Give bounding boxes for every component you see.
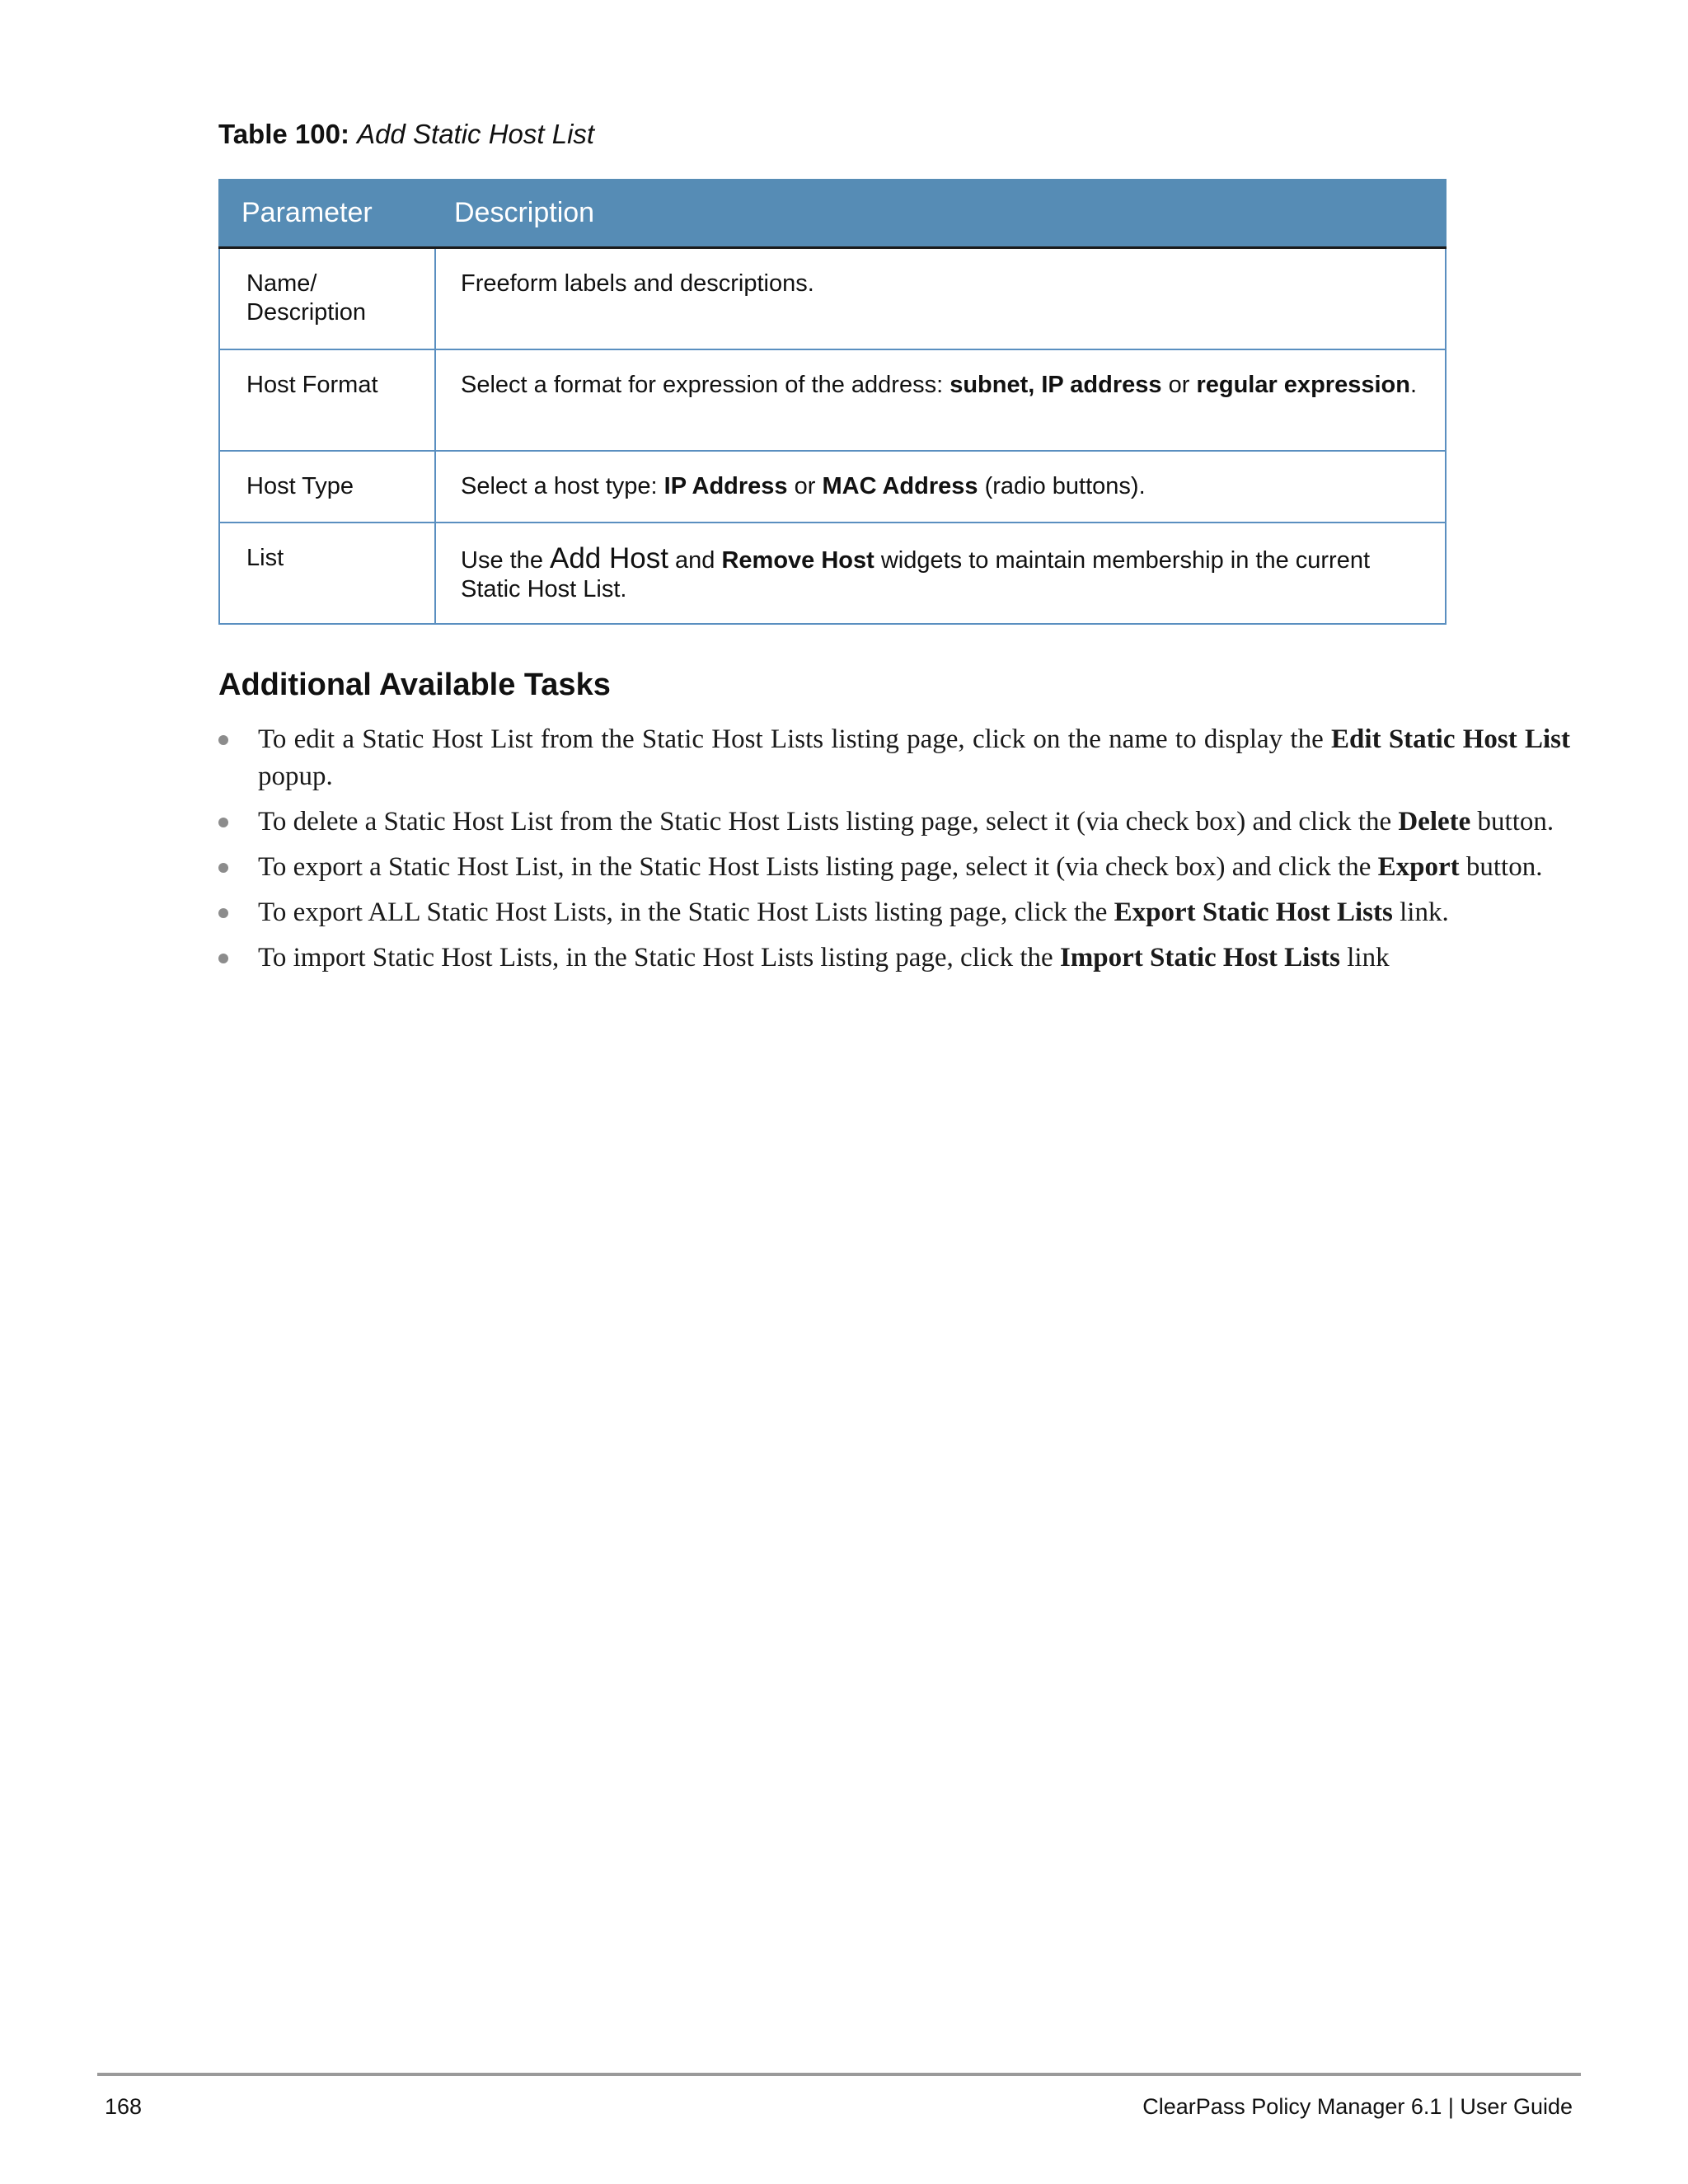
description-text: or — [787, 473, 823, 499]
description-text: and — [668, 547, 722, 574]
option-mac-address: MAC Address — [822, 473, 978, 499]
param-cell — [219, 523, 435, 624]
description-text: widgets to maintain membership in the current Static Host List. — [461, 547, 1371, 602]
description-text: Freeform labels and descriptions. — [461, 270, 814, 297]
page-number: 168 — [105, 2094, 143, 2119]
bullet-icon — [218, 908, 228, 918]
add-static-host-list-table — [218, 179, 1447, 625]
list-item — [218, 894, 1570, 931]
list-item — [218, 849, 1570, 886]
bullet-icon — [218, 863, 228, 873]
param-name-description: Name/ Description — [246, 270, 367, 326]
description-text: or — [1161, 372, 1197, 398]
task-text: To delete a Static Host List from the Static Host Lists listing page, select it (via check box) and click the — [258, 807, 1399, 837]
bullet-icon — [218, 954, 228, 963]
footer-divider — [97, 2073, 1581, 2076]
option-ip-address: IP Address — [663, 473, 788, 499]
task-text: To export ALL Static Host Lists, in the Static Host Lists listing page, click the — [258, 898, 1114, 927]
task-list — [218, 721, 1570, 985]
ui-element-name: Delete — [1398, 807, 1471, 837]
remove-host-widget-name: Remove Host — [721, 547, 874, 574]
table-caption — [218, 118, 594, 151]
table-caption-label: Table 100: — [218, 119, 349, 149]
ui-element-name: Import Static Host Lists — [1059, 943, 1341, 972]
table-caption-title: Add Static Host List — [357, 119, 595, 149]
header-description: Description — [435, 179, 1446, 248]
table-row — [219, 248, 1446, 350]
list-item — [218, 940, 1570, 977]
option-subnet-ip-address: subnet, IP address — [950, 372, 1162, 398]
table-header-row — [219, 179, 1446, 248]
description-text: Select a format for expression of the address: — [461, 372, 950, 398]
description-text: (radio buttons). — [978, 473, 1146, 499]
add-host-widget-name: Add Host — [550, 542, 668, 574]
description-text: . — [1409, 372, 1417, 398]
param-cell — [219, 349, 435, 451]
task-text: popup. — [258, 762, 333, 791]
param-host-type: Host Type — [246, 473, 354, 499]
task-text: button. — [1459, 852, 1543, 882]
table-row — [219, 523, 1446, 624]
option-regular-expression: regular expression — [1196, 372, 1410, 398]
description-text: Select a host type: — [461, 473, 664, 499]
table-row — [219, 451, 1446, 523]
task-text: To edit a Static Host List from the Static Host Lists listing page, click on the name to display the — [258, 724, 1332, 754]
description-cell — [435, 451, 1446, 523]
task-text: To import Static Host Lists, in the Static Host Lists listing page, click the — [258, 943, 1060, 972]
ui-element-name: Edit Static Host List — [1331, 724, 1571, 754]
description-cell — [435, 248, 1446, 350]
param-list: List — [246, 545, 284, 571]
param-host-format: Host Format — [246, 372, 378, 398]
ui-element-name: Export — [1377, 852, 1460, 882]
task-text: button. — [1470, 807, 1554, 837]
list-item — [218, 721, 1570, 795]
task-text: To export a Static Host List, in the Static Host Lists listing page, select it (via check box) and click the — [258, 852, 1378, 882]
bullet-icon — [218, 735, 228, 745]
bullet-icon — [218, 818, 228, 827]
param-cell — [219, 248, 435, 350]
param-cell — [219, 451, 435, 523]
ui-element-name: Export Static Host Lists — [1114, 898, 1393, 927]
description-cell — [435, 349, 1446, 451]
task-text: link — [1340, 943, 1390, 972]
task-text: link. — [1392, 898, 1449, 927]
table-row — [219, 349, 1446, 451]
section-heading: Additional Available Tasks — [218, 668, 611, 702]
footer-doc-title: ClearPass Policy Manager 6.1 | User Guide — [1142, 2094, 1573, 2119]
header-parameter: Parameter — [219, 179, 435, 248]
description-text: Use the — [461, 547, 550, 574]
description-cell — [435, 523, 1446, 624]
list-item — [218, 804, 1570, 841]
